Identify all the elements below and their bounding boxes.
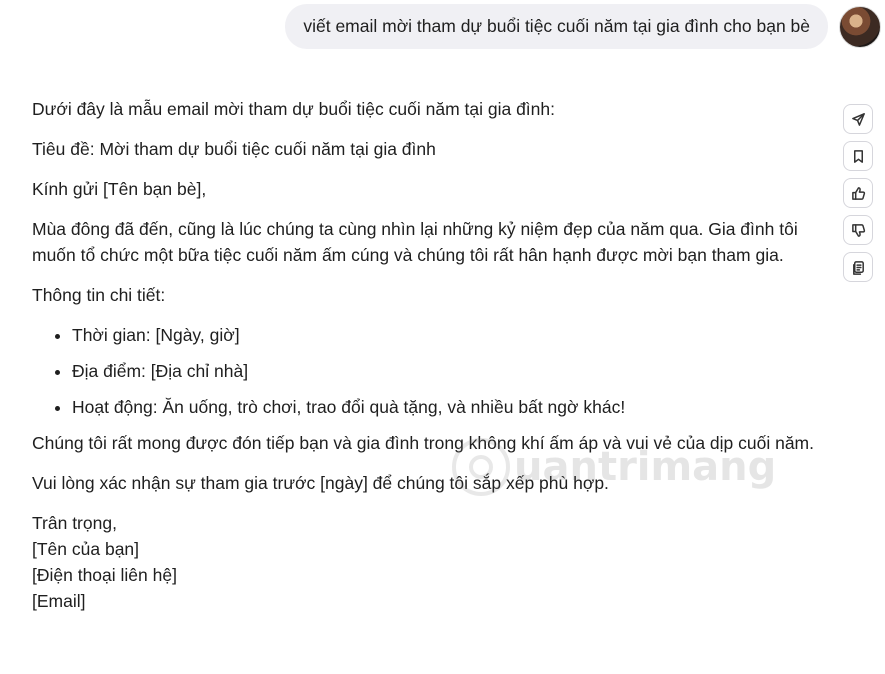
thumbs-up-icon [851,186,866,201]
copy-icon [851,260,866,275]
email-body-paragraph: Mùa đông đã đến, cũng là lúc chúng ta cùng nhìn lại những kỷ niệm đẹp của năm qua. Gia đình tôi muốn tổ chức một bữa tiệc cuối năm ấm cúng và chúng tôi rất hân hạnh được mời bạn tham gia. [32,219,798,265]
answer-intro: Dưới đây là mẫu email mời tham dự buổi tiệc cuối năm tại gia đình: [32,99,556,119]
signature-email: [Email] [32,591,86,611]
user-prompt-bubble: viết email mời tham dự buổi tiệc cuối năm tại gia đình cho bạn bè [285,4,828,49]
signature-phone: [Điện thoại liên hệ] [32,565,177,585]
email-greeting: Kính gửi [Tên bạn bè], [32,179,207,199]
email-signature [32,510,832,614]
user-avatar[interactable] [839,6,881,48]
bookmark-icon [851,149,866,164]
list-item: • Địa điểm: [Địa chỉ nhà] [72,358,832,384]
email-closing: Trân trọng, [32,513,117,533]
signature-name: [Tên của bạn] [32,539,140,559]
share-button[interactable] [843,104,873,134]
watermark-text: uantrimang [514,444,777,490]
answer-action-rail [843,104,873,282]
user-message-row [285,4,881,49]
like-button[interactable] [843,178,873,208]
details-list [32,322,832,420]
assistant-answer [32,96,832,614]
details-heading: Thông tin chi tiết: [32,285,166,305]
send-icon [851,112,866,127]
email-body-paragraph: Chúng tôi rất mong được đón tiếp bạn và gia đình trong không khí ấm áp và vui vẻ của dịp cuối năm. [32,433,814,453]
email-subject: Tiêu đề: Mời tham dự buổi tiệc cuối năm tại gia đình [32,139,436,159]
email-body-paragraph: Vui lòng xác nhận sự tham gia trước [ngày] để chúng tôi sắp xếp phù hợp. [32,473,609,493]
list-item: • Thời gian: [Ngày, giờ] [72,322,832,348]
dislike-button[interactable] [843,215,873,245]
list-item: • Hoạt động: Ăn uống, trò chơi, trao đổi quà tặng, và nhiều bất ngờ khác! [72,394,832,420]
bookmark-button[interactable] [843,141,873,171]
copy-button[interactable] [843,252,873,282]
thumbs-down-icon [851,223,866,238]
